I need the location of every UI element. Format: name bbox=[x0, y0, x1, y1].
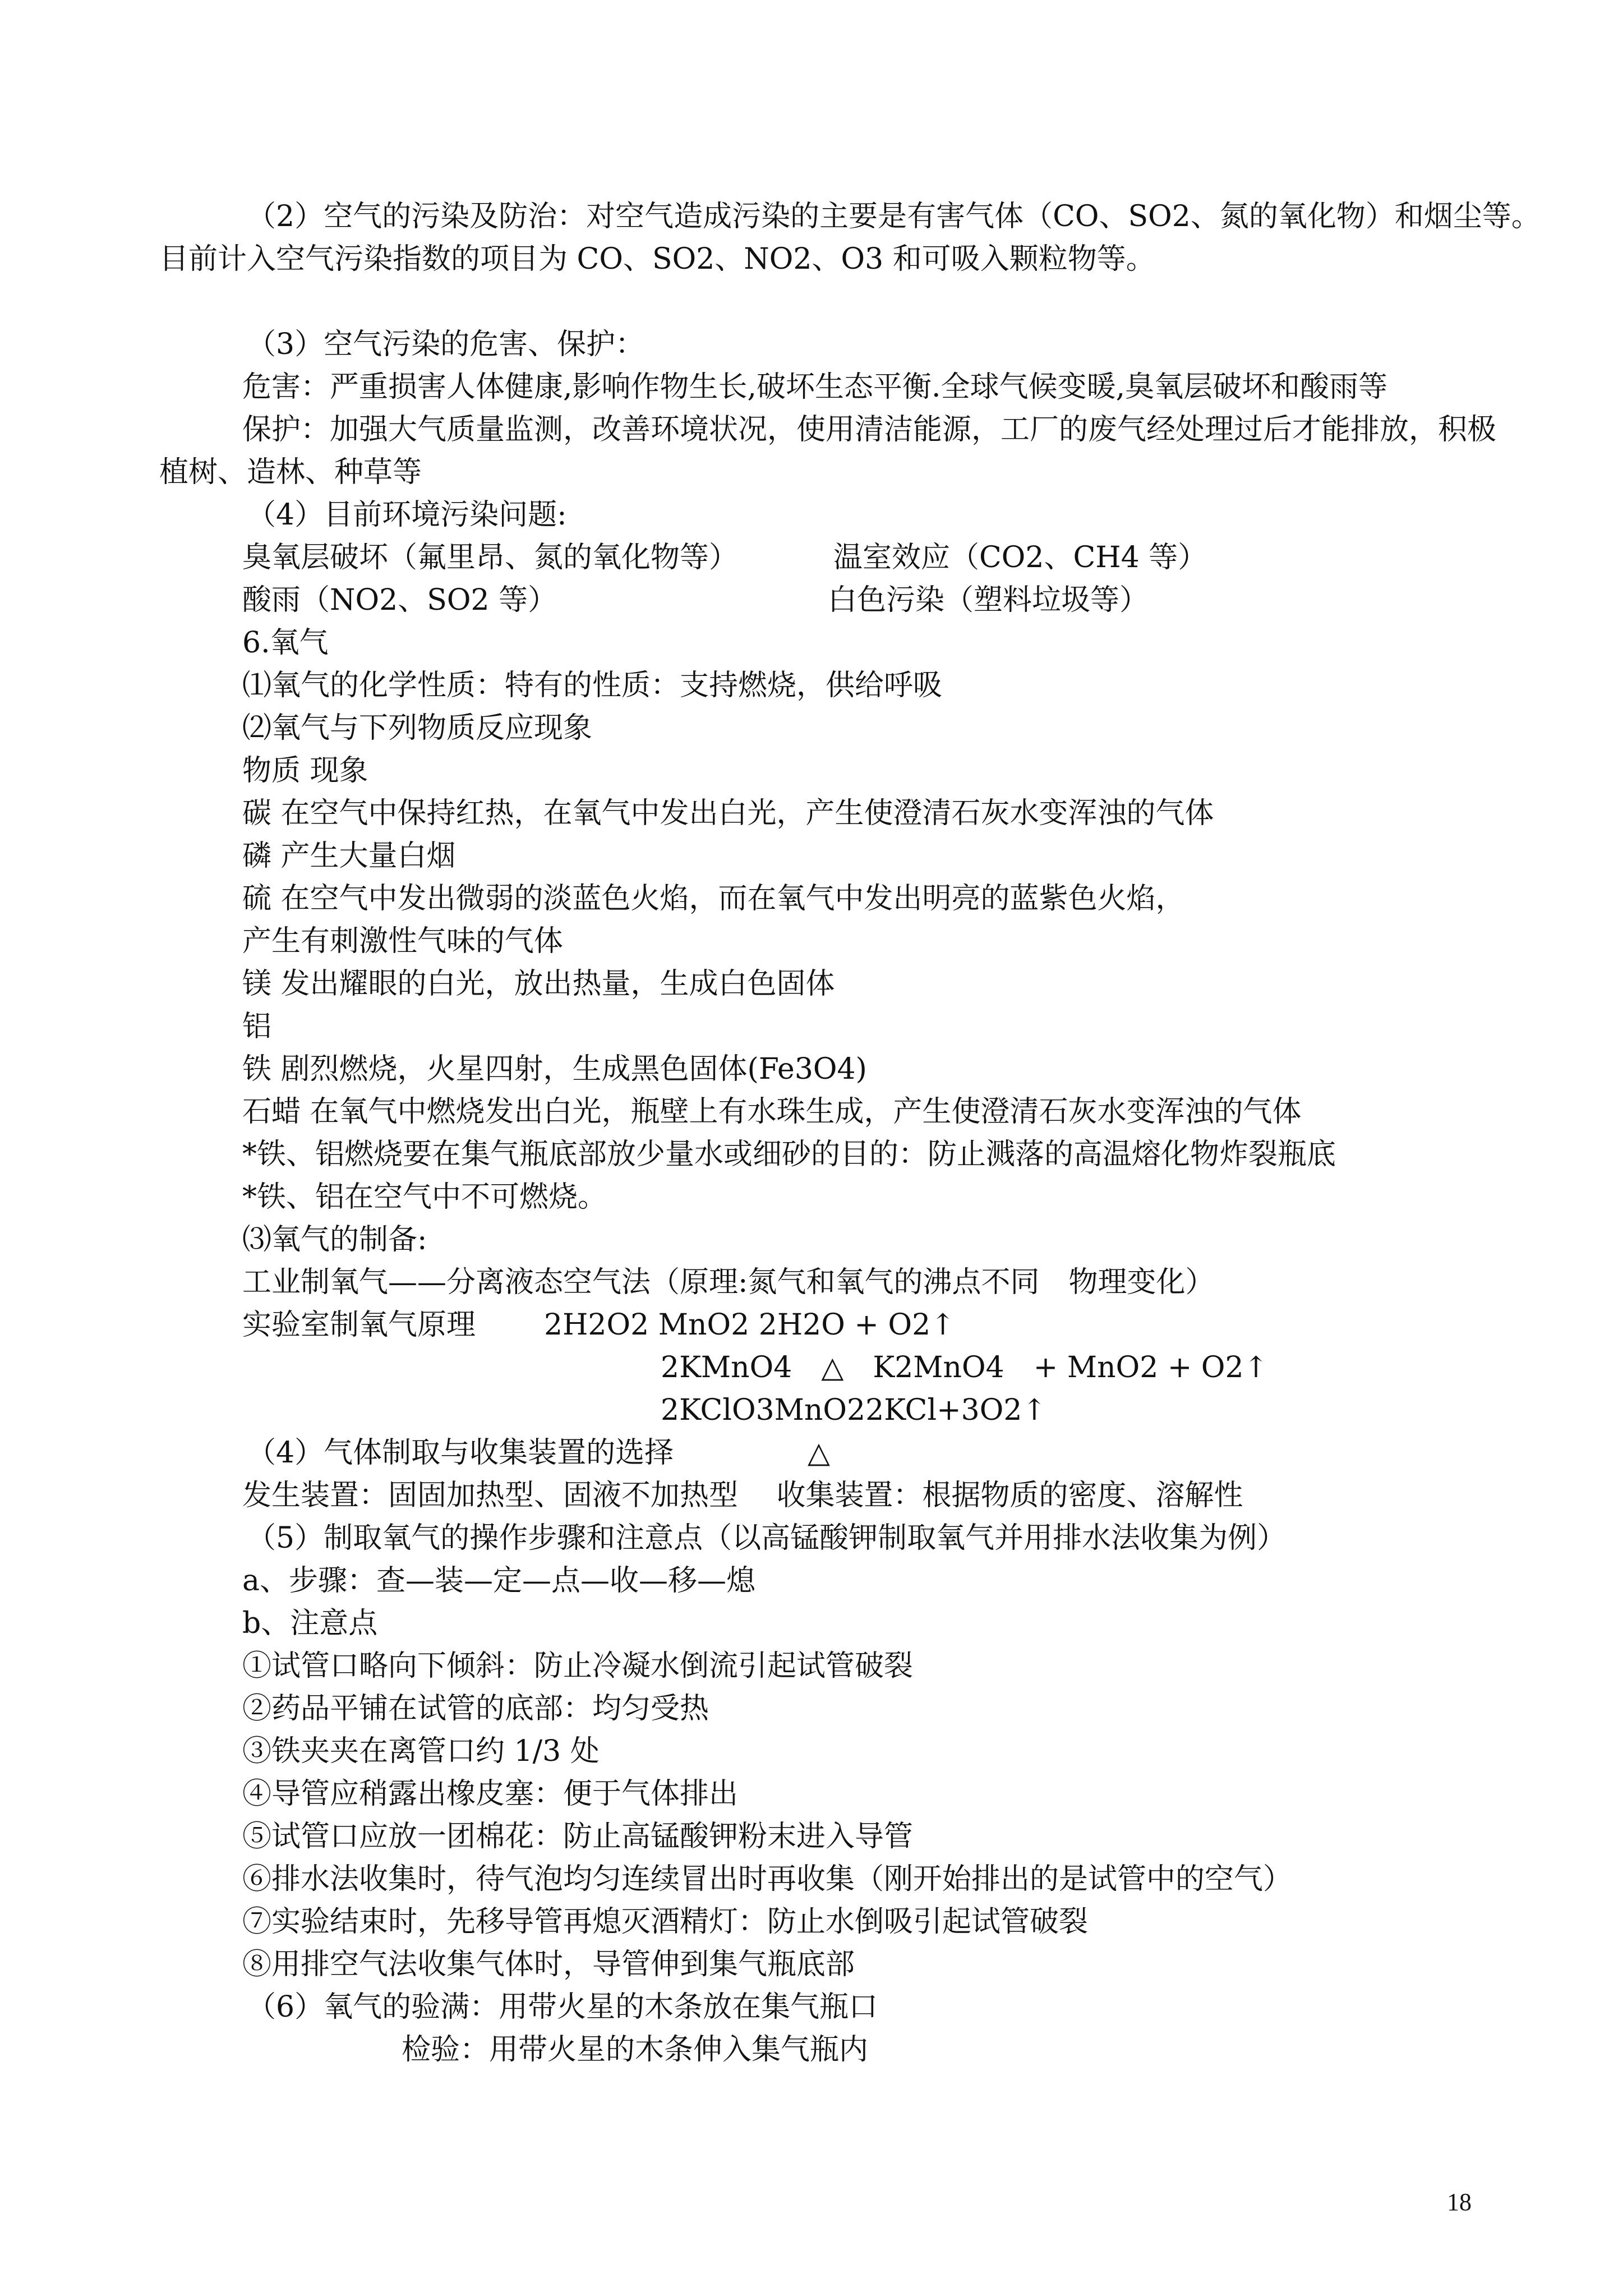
equation-2: 2KMnO4 △ K2MnO4 + MnO2 + O2↑ bbox=[661, 1351, 1269, 1384]
reaction-iron: 铁 剧烈燃烧，火星四射，生成黑色固体(Fe3O4) bbox=[242, 1052, 867, 1086]
oxygen-p6: （6）氧气的验满：用带火星的木条放在集气瓶口 bbox=[247, 1990, 878, 2024]
reaction-phosphorus: 磷 产生大量白烟 bbox=[242, 839, 456, 873]
equation-3: 2KClO3MnO22KCl+3O2↑ bbox=[661, 1393, 1047, 1427]
oxygen-test: 检验：用带火星的木条伸入集气瓶内 bbox=[402, 2033, 869, 2067]
reaction-wax: 石蜡 在氧气中燃烧发出白光，瓶壁上有水珠生成，产生使澄清石灰水变浑浊的气体 bbox=[242, 1095, 1302, 1129]
industrial-method: 工业制氧气——分离液态空气法（原理:氮气和氧气的沸点不同 物理变化） bbox=[242, 1266, 1215, 1299]
lab-method-label: 实验室制氧气原理 bbox=[242, 1308, 476, 1342]
reaction-table-header: 物质 现象 bbox=[242, 754, 368, 788]
note-item-1: ①试管口略向下倾斜：防止冷凝水倒流引起试管破裂 bbox=[242, 1649, 914, 1683]
s3-protect-2: 植树、造林、种草等 bbox=[159, 455, 422, 489]
oxygen-p4: （4）气体制取与收集装置的选择 bbox=[247, 1436, 674, 1470]
note-item-2: ②药品平铺在试管的底部：均匀受热 bbox=[242, 1692, 709, 1726]
reaction-carbon: 碳 在空气中保持红热，在氧气中发出白光，产生使澄清石灰水变浑浊的气体 bbox=[242, 797, 1214, 830]
s4-row2-left: 酸雨（NO2、SO2 等） bbox=[242, 583, 557, 617]
oxygen-p5: （5）制取氧气的操作步骤和注意点（以高锰酸钾制取氧气并用排水法收集为例） bbox=[247, 1521, 1287, 1555]
s2-line2: 目前计入空气污染指数的项目为 CO、SO2、NO2、O3 和可吸入颗粒物等。 bbox=[159, 242, 1155, 276]
notes-heading: b、注意点 bbox=[242, 1607, 378, 1640]
oxygen-p3: ⑶氧气的制备: bbox=[242, 1223, 427, 1257]
s2-line1: （2）空气的污染及防治：对空气造成污染的主要是有害气体（CO、SO2、氮的氧化物）和烟尘等。 bbox=[247, 200, 1541, 233]
procedure-steps: a、步骤：查—装—定—点—收—移—熄 bbox=[242, 1564, 756, 1598]
note-item-5: ⑤试管口应放一团棉花：防止高锰酸钾粉末进入导管 bbox=[242, 1820, 914, 1853]
equation-1: 2H2O2 MnO2 2H2O + O2↑ bbox=[544, 1308, 955, 1342]
note-item-7: ⑦实验结束时，先移导管再熄灭酒精灯：防止水倒吸引起试管破裂 bbox=[242, 1905, 1089, 1939]
note-item-4: ④导管应稍露出橡皮塞：便于气体排出 bbox=[242, 1777, 739, 1811]
s3-heading: （3）空气污染的危害、保护： bbox=[247, 328, 645, 361]
apparatus-devices: 发生装置：固固加热型、固液不加热型 收集装置：根据物质的密度、溶解性 bbox=[242, 1479, 1243, 1512]
note-item-3: ③铁夹夹在离管口约 1/3 处 bbox=[242, 1734, 600, 1768]
s3-harm: 危害：严重损害人体健康,影响作物生长,破坏生态平衡.全球气候变暖,臭氧层破坏和酸雨等 bbox=[242, 370, 1388, 404]
reaction-magnesium: 镁 发出耀眼的白光，放出热量，生成白色固体 bbox=[242, 967, 835, 1001]
s4-row2-right: 白色污染（塑料垃圾等） bbox=[828, 583, 1149, 617]
reaction-aluminum: 铝 bbox=[242, 1010, 272, 1043]
note-item-6: ⑥排水法收集时，待气泡均匀连续冒出时再收集（刚开始排出的是试管中的空气） bbox=[242, 1862, 1293, 1896]
note-2: *铁、铝在空气中不可燃烧。 bbox=[242, 1180, 607, 1214]
page-number: 18 bbox=[1447, 2188, 1472, 2216]
s3-protect-1: 保护：加强大气质量监测，改善环境状况，使用清洁能源，工厂的废气经处理过后才能排放，积极 bbox=[242, 413, 1497, 447]
reaction-sulfur-1: 硫 在空气中发出微弱的淡蓝色火焰，而在氧气中发出明亮的蓝紫色火焰， bbox=[242, 882, 1185, 915]
note-1: *铁、铝燃烧要在集气瓶底部放少量水或细砂的目的：防止溅落的高温熔化物炸裂瓶底 bbox=[242, 1138, 1336, 1171]
oxygen-p2: ⑵氧气与下列物质反应现象 bbox=[242, 711, 593, 745]
reaction-sulfur-2: 产生有刺激性气味的气体 bbox=[242, 924, 564, 958]
s4-row1-right: 温室效应（CO2、CH4 等） bbox=[833, 541, 1207, 574]
note-item-8: ⑧用排空气法收集气体时，导管伸到集气瓶底部 bbox=[242, 1948, 855, 1981]
delta-symbol: △ bbox=[808, 1436, 830, 1470]
s4-heading: （4）目前环境污染问题: bbox=[247, 498, 567, 532]
oxygen-p1: ⑴氧气的化学性质：特有的性质：支持燃烧，供给呼吸 bbox=[242, 669, 943, 702]
oxygen-title: 6.氧气 bbox=[242, 626, 329, 660]
s4-row1-left: 臭氧层破坏（氟里昂、氮的氧化物等） bbox=[242, 541, 739, 574]
